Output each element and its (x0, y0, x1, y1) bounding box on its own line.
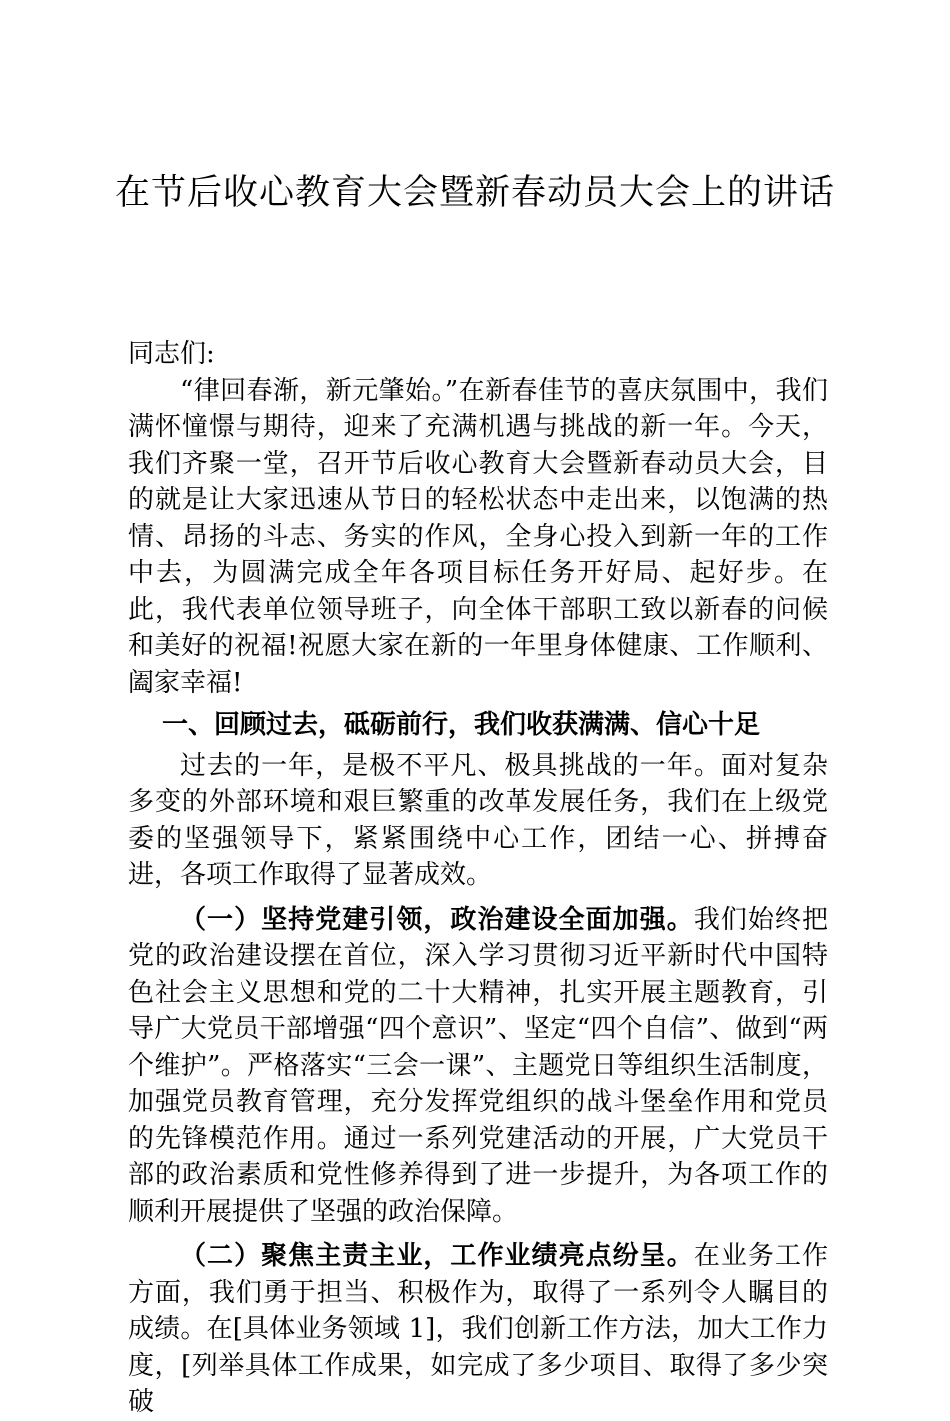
subsection-2-paragraph (128, 1238, 828, 1421)
document-body (128, 336, 828, 1421)
document-title: 在节后收心教育大会暨新春动员大会上的讲话 (114, 173, 835, 213)
section-1-paragraph: 过去的一年，是极不平凡、极具挑战的一年。面对复杂多变的外部环境和艰巨繁重的改革发展任务，我们在上级党委的坚强领导下，紧紧围绕中心工作，团结一心、拼搏奋进，各项工作取得了显著成效。 (128, 750, 828, 890)
subsection-1-text: 我们始终把党的政治建设摆在首位，深入学习贯彻习近平新时代中国特色社会主义思想和党的二十大精神，扎实开展主题教育，引导广大党员干部增强“四个意识”、坚定“四个自信”、做到“两个维护”。严格落实“三会一课”、主题党日等组织生活制度，加强党员教育管理，充分发挥党组织的战斗堡垒作用和党员的先锋模范作用。通过一系列党建活动的开展，广大党员干部的政治素质和党性修养得到了进一步提升，为各项工作的顺利开展提供了坚强的政治保障。 (128, 904, 828, 1227)
subsection-1-paragraph (128, 902, 828, 1231)
intro-paragraph: “律回春渐，新元肇始。”在新春佳节的喜庆氛围中，我们满怀憧憬与期待，迎来了充满机遇与挑战的新一年。今天，我们齐聚一堂，召开节后收心教育大会暨新春动员大会，目的就是让大家迅速从节日的轻松状态中走出来，以饱满的热情、昂扬的斗志、务实的作风，全身心投入到新一年的工作中去，为圆满完成全年各项目标任务开好局、起好步。在此，我代表单位领导班子，向全体干部职工致以新春的问候和美好的祝福!祝愿大家在新的一年里身体健康、工作顺利、阖家幸福! (128, 375, 828, 698)
subsection-2-heading: （二）聚焦主责主业，工作业绩亮点纷呈。 (180, 1241, 694, 1271)
subsection-2-text: 在业务工作方面，我们勇于担当、积极作为，取得了一系列令人瞩目的成绩。在[具体业务领域 1]，我们创新工作方法，加大工作力度，[列举具体工作成果，如完成了多少项目、取得了多少突破 (128, 1241, 828, 1417)
subsection-1-heading: （一）坚持党建引领，政治建设全面加强。 (180, 904, 694, 935)
section-heading-1: 一、回顾过去，砥砺前行，我们收获满满、信心十足 (162, 710, 761, 740)
salutation: 同志们: (128, 339, 215, 369)
